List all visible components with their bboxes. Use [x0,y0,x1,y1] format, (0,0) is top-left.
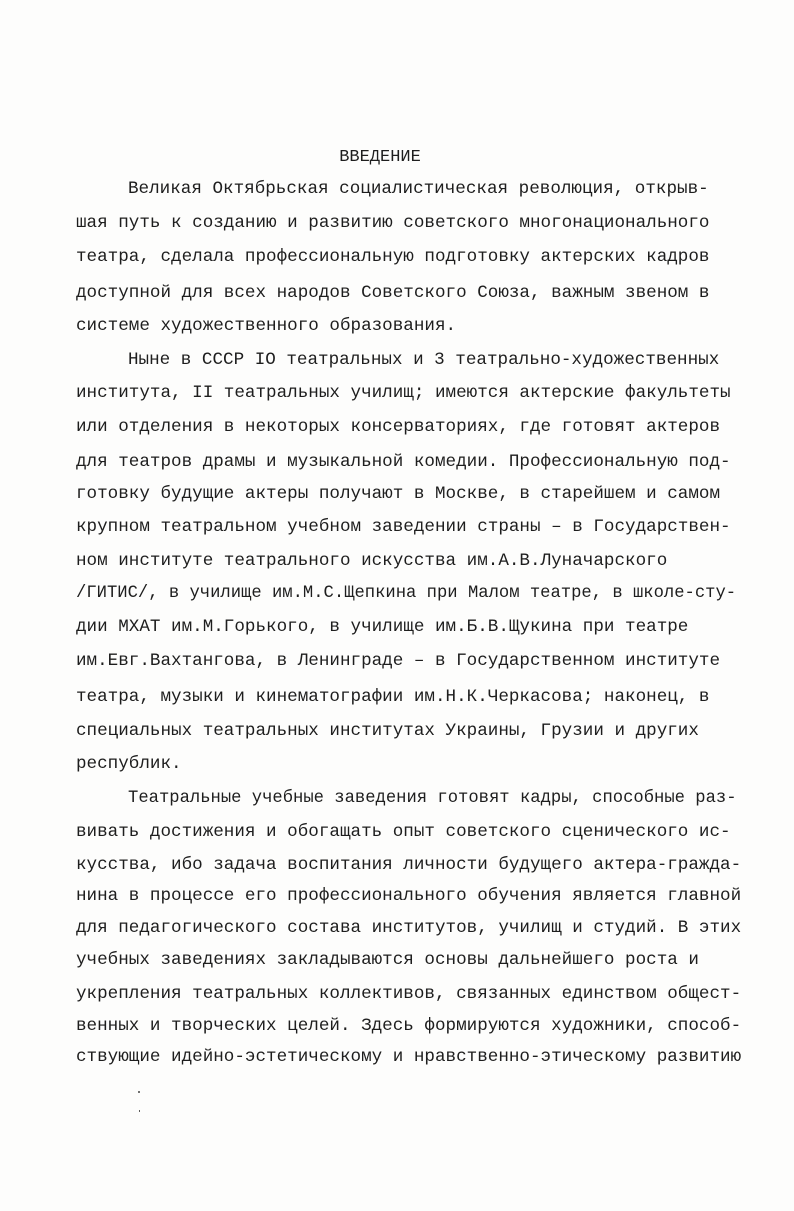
text-line: готовку будущие актеры получают в Москве, в старейшем и самом [76,484,721,504]
text-line: для театров драмы и музыкальной комедии. Профессиональную под- [76,452,731,472]
text-line: института, II театральных училищ; имеются актерские факультеты [76,383,731,403]
text-line: или отделения в некоторых консерваториях, где готовят актеров [76,417,721,437]
text-line: крупном театральном учебном заведении страны – в Государствен- [76,517,731,537]
scan-speck [138,1091,140,1093]
text-line: ствующие идейно-эстетическому и нравственно-этическому развитию [76,1047,742,1067]
text-line: театра, сделала профессиональную подготовку актерских кадров [76,247,710,267]
text-line: учебных заведениях закладываются основы дальнейшего роста и [76,950,699,970]
text-line: театра, музыки и кинематографии им.Н.К.Черкасова; наконец, в [76,687,710,707]
text-line: доступной для всех народов Советского Союза, важным звеном в [76,283,710,303]
text-line: кусства, ибо задача воспитания личности будущего актера-гражда- [76,855,742,875]
text-line: /ГИТИС/, в училище им.М.С.Щепкина при Малом театре, в школе-сту- [76,584,737,603]
text-line: ном институте театрального искусства им.А.В.Луначарского [76,551,668,571]
text-line: специальных театральных институтах Украины, Грузии и других [76,721,699,741]
text-line: нина в процессе его профессионального обучения является главной [76,886,742,906]
text-line: дии МХАТ им.М.Горького, в училище им.Б.В.Щукина при театре [76,617,689,637]
scan-speck [139,1110,140,1112]
text-line: шая путь к созданию и развитию советского многонационального [76,213,710,233]
text-line: системе художественного образования. [76,316,457,336]
text-line: республик. [76,754,182,774]
text-line: Великая Октябрьская социалистическая революция, открыв- [128,179,709,199]
text-line: Театральные учебные заведения готовят кадры, способные раз- [128,789,737,808]
text-line: венных и творческих целей. Здесь формируются художники, способ- [76,1016,742,1036]
page-title: ВВЕДЕНИЕ [339,148,421,167]
text-line: для педагогического состава институтов, училищ и студий. В этих [76,918,742,938]
text-line: им.Евг.Вахтангова, в Ленинграде – в Государственном институте [76,651,721,671]
text-line: укрепления театральных коллективов, связанных единством общест- [76,984,742,1004]
text-line: Ныне в СССР IO театральных и 3 театрально-художественных [128,350,720,370]
text-line: вивать достижения и обогащать опыт советского сценического ис- [76,822,731,842]
